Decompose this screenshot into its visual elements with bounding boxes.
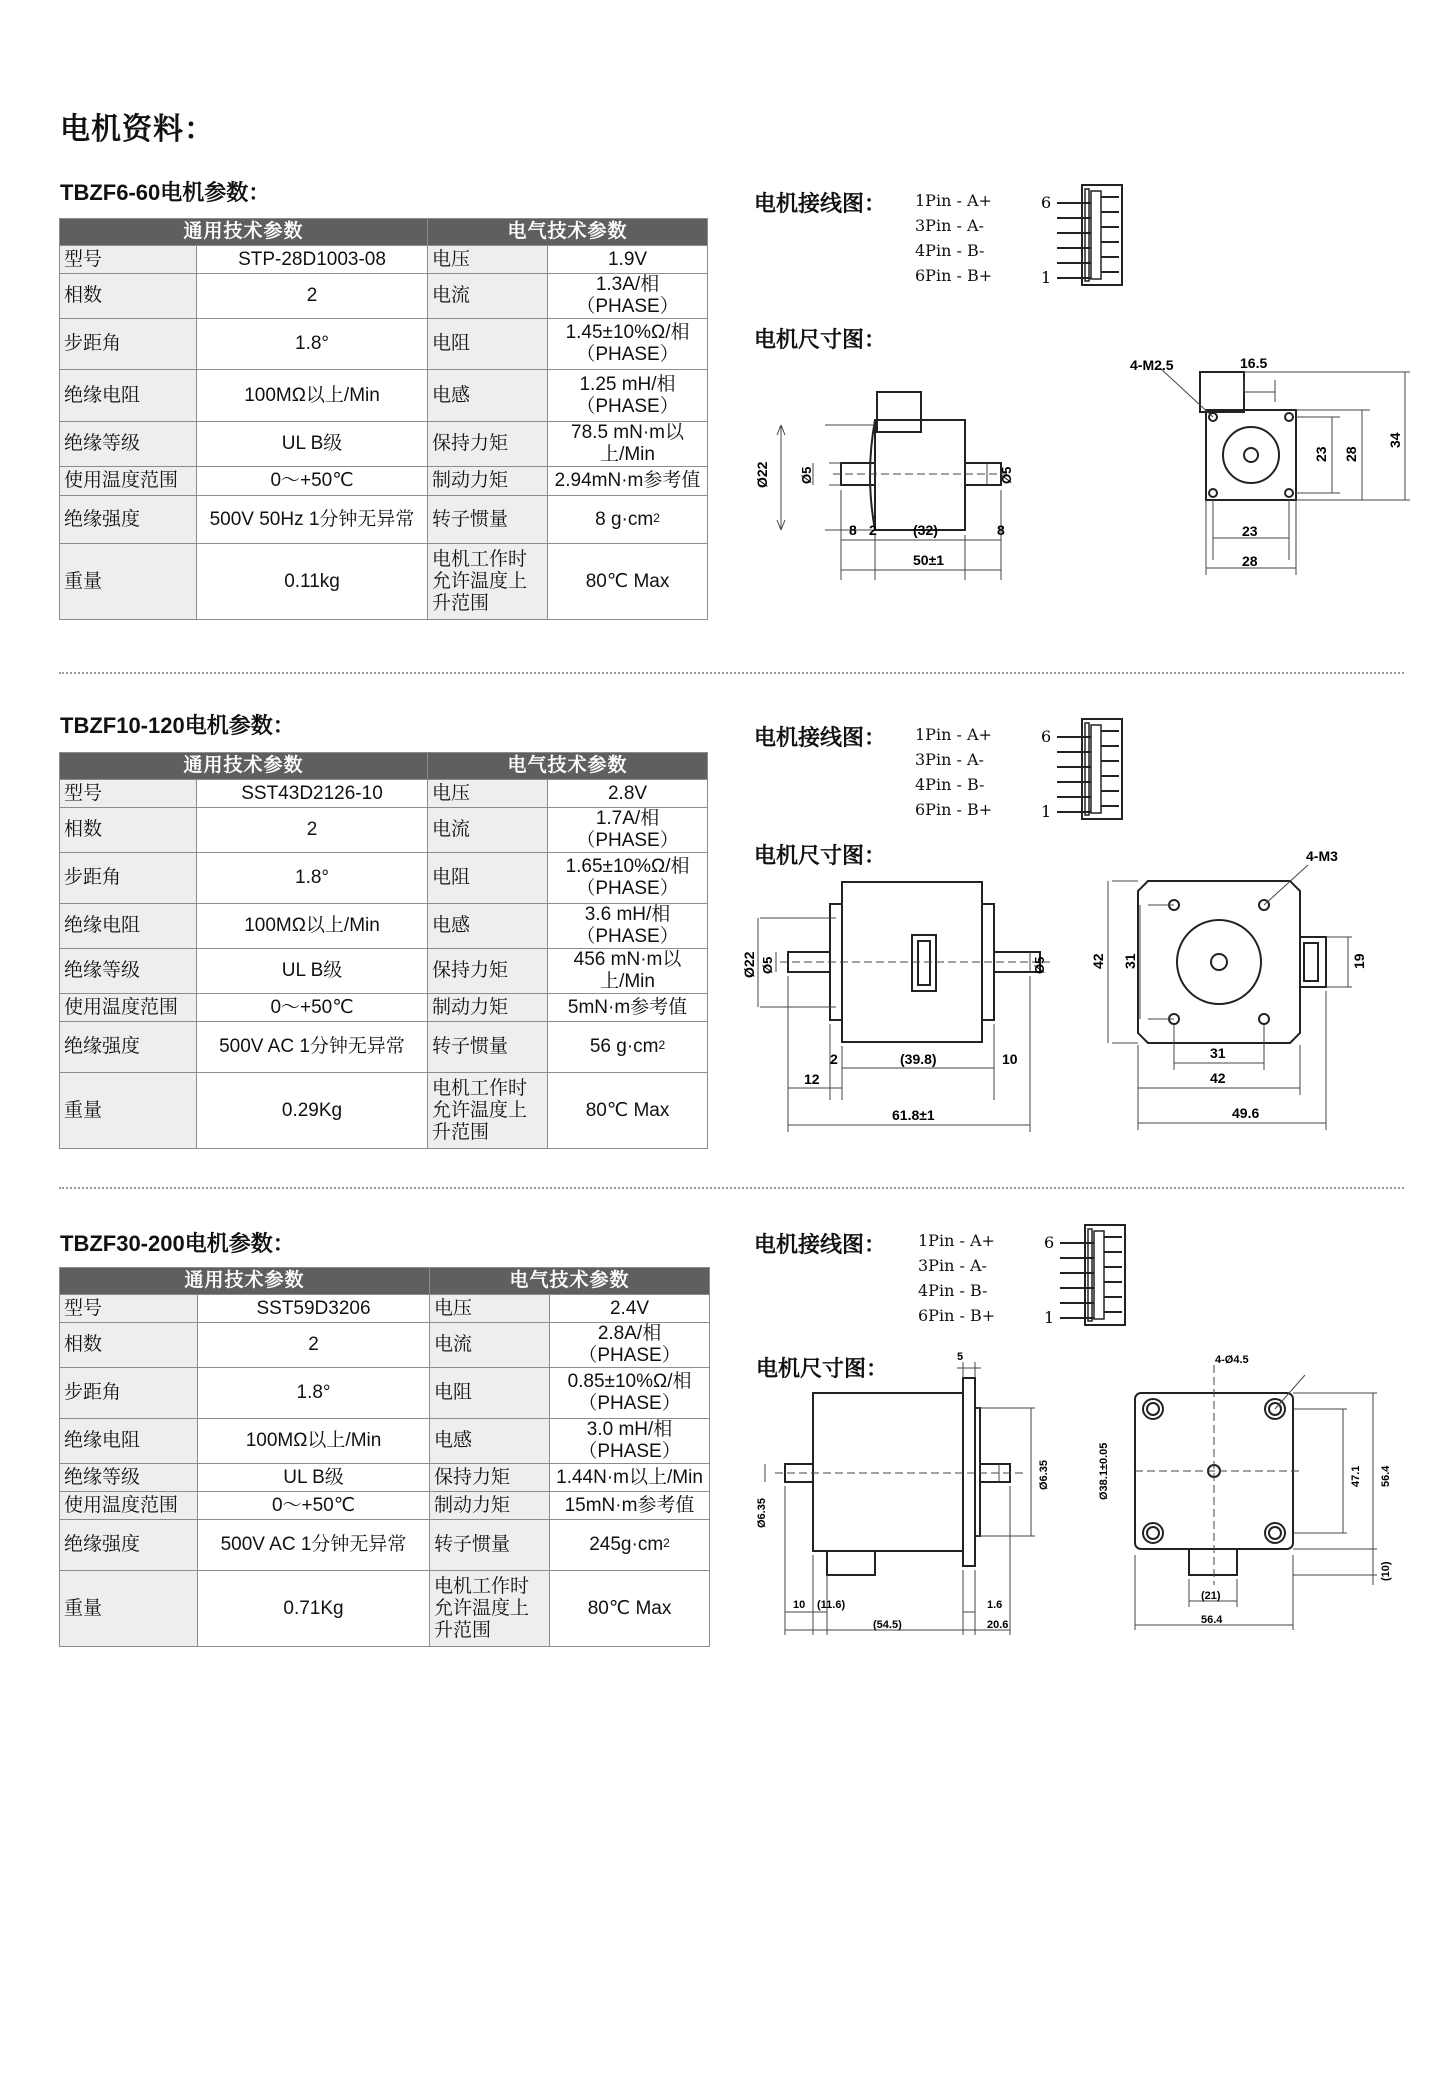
connector-drawing xyxy=(1035,717,1145,827)
param-label: 相数 xyxy=(60,1323,198,1368)
param-value: 2.8V xyxy=(548,780,708,808)
dim-mount: 4-Ø4.5 xyxy=(1215,1354,1249,1366)
param-value: 0～+50℃ xyxy=(197,467,428,496)
param-value: 0.85±10%Ω/相（PHASE） xyxy=(550,1368,710,1419)
param-label: 转子惯量 xyxy=(428,496,548,544)
table-row xyxy=(60,1464,710,1492)
dim-w2: 28 xyxy=(1242,553,1258,569)
table-header-row xyxy=(60,1268,710,1295)
param-value: 1.3A/相（PHASE） xyxy=(548,274,708,319)
param-value: 100MΩ以上/Min xyxy=(197,370,428,422)
table-row xyxy=(60,1520,710,1571)
pin-item: 4Pin - B- xyxy=(915,775,985,794)
dim-shaft-d: Ø6.35 xyxy=(756,1498,768,1528)
param-value: 2.8A/相（PHASE） xyxy=(550,1323,710,1368)
pin-item: 1Pin - A+ xyxy=(915,725,992,744)
dim-b2: 2 xyxy=(869,522,877,538)
table-row xyxy=(60,1492,710,1520)
pin-item: 6Pin - B+ xyxy=(915,800,993,819)
side-view-drawing xyxy=(740,870,1070,1140)
table-row xyxy=(60,904,708,949)
dim-b4: 12 xyxy=(804,1071,820,1087)
dim-h1: 47.1 xyxy=(1350,1465,1362,1487)
param-value: 15mN·m参考值 xyxy=(550,1492,710,1520)
param-value: 500V AC 1分钟无异常 xyxy=(198,1520,430,1571)
dim-h3: 34 xyxy=(1387,432,1403,448)
front-view-drawing xyxy=(1115,1345,1415,1635)
inertia-value: 56 g·cm xyxy=(589,1036,659,1057)
param-value: 0.11kg xyxy=(197,544,428,620)
col-electrical-header: 电气技术参数 xyxy=(428,219,708,246)
dim-h1: 23 xyxy=(1313,446,1329,462)
pin-bottom-number: 1 xyxy=(1044,1308,1055,1327)
dim-b3: 10 xyxy=(1002,1051,1018,1067)
pin-list xyxy=(915,188,992,288)
param-value: 100MΩ以上/Min xyxy=(197,904,428,949)
pin-item: 4Pin - B- xyxy=(915,241,985,260)
pin-item: 6Pin - B+ xyxy=(918,1306,996,1325)
param-label: 保持力矩 xyxy=(428,422,548,467)
table-row xyxy=(60,994,708,1022)
param-label: 型号 xyxy=(60,246,197,274)
table-row xyxy=(60,496,708,544)
param-value: 456 mN·m以上/Min xyxy=(548,949,708,994)
param-value: 80℃ Max xyxy=(548,1073,708,1149)
param-value: 1.8° xyxy=(197,319,428,370)
param-label: 制动力矩 xyxy=(428,994,548,1022)
param-label: 电机工作时允许温度上升范围 xyxy=(428,544,548,620)
dim-shaft-d2: Ø5 xyxy=(999,466,1014,484)
section-title: TBZF6-60电机参数： xyxy=(60,180,271,205)
table-header-row xyxy=(60,753,708,780)
param-value: 1.25 mH/相（PHASE） xyxy=(548,370,708,422)
dim-d1: 16.5 xyxy=(1240,355,1268,371)
param-label: 电机工作时允许温度上升范围 xyxy=(428,1073,548,1149)
table-row xyxy=(60,1323,710,1368)
param-value: 0～+50℃ xyxy=(198,1492,430,1520)
inertia-value: 8 g·cm xyxy=(595,508,654,530)
table-row xyxy=(60,319,708,370)
param-value: 1.8° xyxy=(198,1368,430,1419)
param-value: 100MΩ以上/Min xyxy=(198,1419,430,1464)
param-value: 500V AC 1分钟无异常 xyxy=(197,1022,428,1073)
dimension-label: 电机尺寸图： xyxy=(754,843,887,868)
pin-list xyxy=(915,722,992,822)
table-row xyxy=(60,274,708,319)
pin-item: 1Pin - A+ xyxy=(918,1231,995,1250)
param-label: 绝缘强度 xyxy=(60,1520,198,1571)
connector-drawing xyxy=(1038,1223,1148,1333)
dim-shaft-d: Ø5 xyxy=(760,956,775,974)
pin-item: 1Pin - A+ xyxy=(915,191,992,210)
param-value: 78.5 mN·m以上/Min xyxy=(548,422,708,467)
param-label: 电压 xyxy=(430,1295,550,1323)
dim-total: 61.8±1 xyxy=(892,1107,935,1123)
dim-b1: 8 xyxy=(849,522,857,538)
table-row xyxy=(60,1571,710,1647)
param-label: 重量 xyxy=(60,1571,198,1647)
table-row xyxy=(60,422,708,467)
col-electrical-header: 电气技术参数 xyxy=(430,1268,710,1295)
param-value: 3.6 mH/相（PHASE） xyxy=(548,904,708,949)
dim-w1: (21) xyxy=(1201,1590,1221,1602)
dim-b1: 2 xyxy=(830,1051,838,1067)
param-value: 2.4V xyxy=(550,1295,710,1323)
param-label: 绝缘强度 xyxy=(60,1022,197,1073)
dim-shaft-dia: Ø22 xyxy=(754,461,770,488)
param-label: 型号 xyxy=(60,1295,198,1323)
param-label: 绝缘电阻 xyxy=(60,904,197,949)
param-label: 使用温度范围 xyxy=(60,1492,198,1520)
param-label: 绝缘电阻 xyxy=(60,370,197,422)
param-label: 相数 xyxy=(60,808,197,853)
table-row xyxy=(60,1022,708,1073)
superscript: 2 xyxy=(658,1038,666,1052)
table-row xyxy=(60,544,708,620)
table-header-row xyxy=(60,219,708,246)
param-label: 电压 xyxy=(428,246,548,274)
col-general-header: 通用技术参数 xyxy=(60,753,428,780)
table-row xyxy=(60,1295,710,1323)
param-value: 1.65±10%Ω/相（PHASE） xyxy=(548,853,708,904)
dim-pilot: Ø38.1±0.05 xyxy=(1098,1442,1110,1500)
pin-item: 4Pin - B- xyxy=(918,1281,988,1300)
dim-h2: 56.4 xyxy=(1380,1465,1392,1487)
dim-h3: (10) xyxy=(1380,1561,1392,1581)
dim-b3: 1.6 xyxy=(987,1599,1003,1611)
spec-table xyxy=(59,1267,710,1647)
param-label: 转子惯量 xyxy=(430,1520,550,1571)
param-label: 绝缘强度 xyxy=(60,496,197,544)
param-label: 电感 xyxy=(430,1419,550,1464)
dim-b2: (39.8) xyxy=(900,1051,937,1067)
param-value: 1.44N·m以上/Min xyxy=(550,1464,710,1492)
front-view-drawing xyxy=(1120,350,1420,580)
dim-w1: 31 xyxy=(1210,1045,1226,1061)
pin-top-number: 6 xyxy=(1041,727,1052,746)
table-row xyxy=(60,853,708,904)
wiring-label: 电机接线图： xyxy=(754,191,887,216)
param-label: 电感 xyxy=(428,370,548,422)
dim-h3: 19 xyxy=(1351,953,1367,969)
param-value: 5mN·m参考值 xyxy=(548,994,708,1022)
dim-b1: 10 xyxy=(793,1599,806,1611)
dim-b4: (54.5) xyxy=(873,1619,902,1631)
dimension-label: 电机尺寸图： xyxy=(754,327,887,352)
param-label: 保持力矩 xyxy=(430,1464,550,1492)
pin-top-number: 6 xyxy=(1041,193,1052,212)
param-value: 1.7A/相（PHASE） xyxy=(548,808,708,853)
param-label: 电流 xyxy=(430,1323,550,1368)
pin-top-number: 6 xyxy=(1044,1233,1055,1252)
param-label: 电阻 xyxy=(428,853,548,904)
param-label: 电阻 xyxy=(428,319,548,370)
page-title: 电机资料： xyxy=(60,113,215,146)
pin-bottom-number: 1 xyxy=(1041,268,1052,287)
table-row xyxy=(60,1419,710,1464)
param-value: 500V 50Hz 1分钟无异常 xyxy=(197,496,428,544)
param-value: 80℃ Max xyxy=(550,1571,710,1647)
table-row xyxy=(60,1368,710,1419)
dim-h2: 28 xyxy=(1343,446,1359,462)
dim-b3: (32) xyxy=(913,522,938,538)
param-label: 相数 xyxy=(60,274,197,319)
param-label: 电机工作时允许温度上升范围 xyxy=(430,1571,550,1647)
dimension-label: 电机尺寸图： xyxy=(756,1356,889,1381)
table-row xyxy=(60,246,708,274)
param-label: 保持力矩 xyxy=(428,949,548,994)
wiring-label: 电机接线图： xyxy=(754,725,887,750)
param-label: 绝缘等级 xyxy=(60,949,197,994)
param-label: 绝缘等级 xyxy=(60,1464,198,1492)
section-divider xyxy=(59,672,1404,674)
dim-w2: 56.4 xyxy=(1201,1614,1223,1626)
section-divider xyxy=(59,1187,1404,1189)
dim-top: 5 xyxy=(957,1351,964,1363)
dim-w2: 42 xyxy=(1210,1070,1226,1086)
param-label: 电压 xyxy=(428,780,548,808)
col-general-header: 通用技术参数 xyxy=(60,1268,430,1295)
param-value: UL B级 xyxy=(198,1464,430,1492)
param-value: 2 xyxy=(197,274,428,319)
param-label: 电流 xyxy=(428,274,548,319)
param-value: 0.29Kg xyxy=(197,1073,428,1149)
param-label: 步距角 xyxy=(60,853,197,904)
pin-item: 6Pin - B+ xyxy=(915,266,993,285)
param-label: 绝缘等级 xyxy=(60,422,197,467)
param-label: 转子惯量 xyxy=(428,1022,548,1073)
table-row xyxy=(60,808,708,853)
dim-w3: 49.6 xyxy=(1232,1105,1260,1121)
param-value: 1.9V xyxy=(548,246,708,274)
dim-h1: 42 xyxy=(1090,953,1106,969)
section-title: TBZF10-120电机参数： xyxy=(60,713,295,738)
dim-w1: 23 xyxy=(1242,523,1258,539)
dim-b5: 20.6 xyxy=(987,1619,1009,1631)
table-row xyxy=(60,780,708,808)
param-value xyxy=(548,1022,708,1073)
param-value: SST43D2126-10 xyxy=(197,780,428,808)
pin-item: 3Pin - A- xyxy=(915,750,984,769)
side-view-drawing xyxy=(745,380,1075,590)
param-label: 型号 xyxy=(60,780,197,808)
dim-b2: (11.6) xyxy=(817,1599,846,1611)
param-label: 绝缘电阻 xyxy=(60,1419,198,1464)
param-label: 使用温度范围 xyxy=(60,994,197,1022)
param-value xyxy=(550,1520,710,1571)
param-label: 电流 xyxy=(428,808,548,853)
param-value: 2.94mN·m参考值 xyxy=(548,467,708,496)
param-value: 80℃ Max xyxy=(548,544,708,620)
param-value: UL B级 xyxy=(197,422,428,467)
param-value: 1.8° xyxy=(197,853,428,904)
param-label: 电感 xyxy=(428,904,548,949)
param-value: 3.0 mH/相（PHASE） xyxy=(550,1419,710,1464)
superscript: 2 xyxy=(663,1536,670,1550)
pin-list xyxy=(918,1228,995,1328)
inertia-value: 245g·cm xyxy=(589,1534,664,1555)
param-label: 使用温度范围 xyxy=(60,467,197,496)
dim-b4: 8 xyxy=(997,522,1005,538)
param-value xyxy=(548,496,708,544)
table-row xyxy=(60,949,708,994)
dim-shaft-dia: Ø22 xyxy=(741,951,757,978)
param-value: UL B级 xyxy=(197,949,428,994)
table-row xyxy=(60,467,708,496)
param-label: 制动力矩 xyxy=(428,467,548,496)
param-value: 2 xyxy=(198,1323,430,1368)
front-view-drawing xyxy=(1090,845,1390,1135)
param-value: 0.71Kg xyxy=(198,1571,430,1647)
superscript: 2 xyxy=(653,510,660,525)
dim-h2: 31 xyxy=(1122,953,1138,969)
param-value: STP-28D1003-08 xyxy=(197,246,428,274)
table-row xyxy=(60,1073,708,1149)
section-title: TBZF30-200电机参数： xyxy=(60,1231,295,1256)
param-label: 步距角 xyxy=(60,319,197,370)
dim-shaft-d: Ø5 xyxy=(799,466,814,484)
dim-shaft-d2: Ø6.35 xyxy=(1038,1460,1050,1490)
param-label: 步距角 xyxy=(60,1368,198,1419)
param-value: 0～+50℃ xyxy=(197,994,428,1022)
side-view-drawing xyxy=(735,1350,1110,1635)
table-row xyxy=(60,370,708,422)
connector-drawing xyxy=(1035,183,1145,293)
wiring-label: 电机接线图： xyxy=(754,1232,887,1257)
param-label: 电阻 xyxy=(430,1368,550,1419)
param-label: 重量 xyxy=(60,544,197,620)
param-label: 制动力矩 xyxy=(430,1492,550,1520)
spec-table xyxy=(59,752,708,1149)
dim-shaft-d2: Ø5 xyxy=(1032,956,1047,974)
param-label: 重量 xyxy=(60,1073,197,1149)
dim-mount: 4-M2.5 xyxy=(1130,357,1174,373)
dim-total: 50±1 xyxy=(913,552,945,568)
param-value: SST59D3206 xyxy=(198,1295,430,1323)
param-value: 2 xyxy=(197,808,428,853)
dim-mount: 4-M3 xyxy=(1306,848,1338,864)
col-electrical-header: 电气技术参数 xyxy=(428,753,708,780)
spec-table xyxy=(59,218,708,620)
pin-item: 3Pin - A- xyxy=(918,1256,987,1275)
pin-item: 3Pin - A- xyxy=(915,216,984,235)
col-general-header: 通用技术参数 xyxy=(60,219,428,246)
param-value: 1.45±10%Ω/相（PHASE） xyxy=(548,319,708,370)
pin-bottom-number: 1 xyxy=(1041,802,1052,821)
